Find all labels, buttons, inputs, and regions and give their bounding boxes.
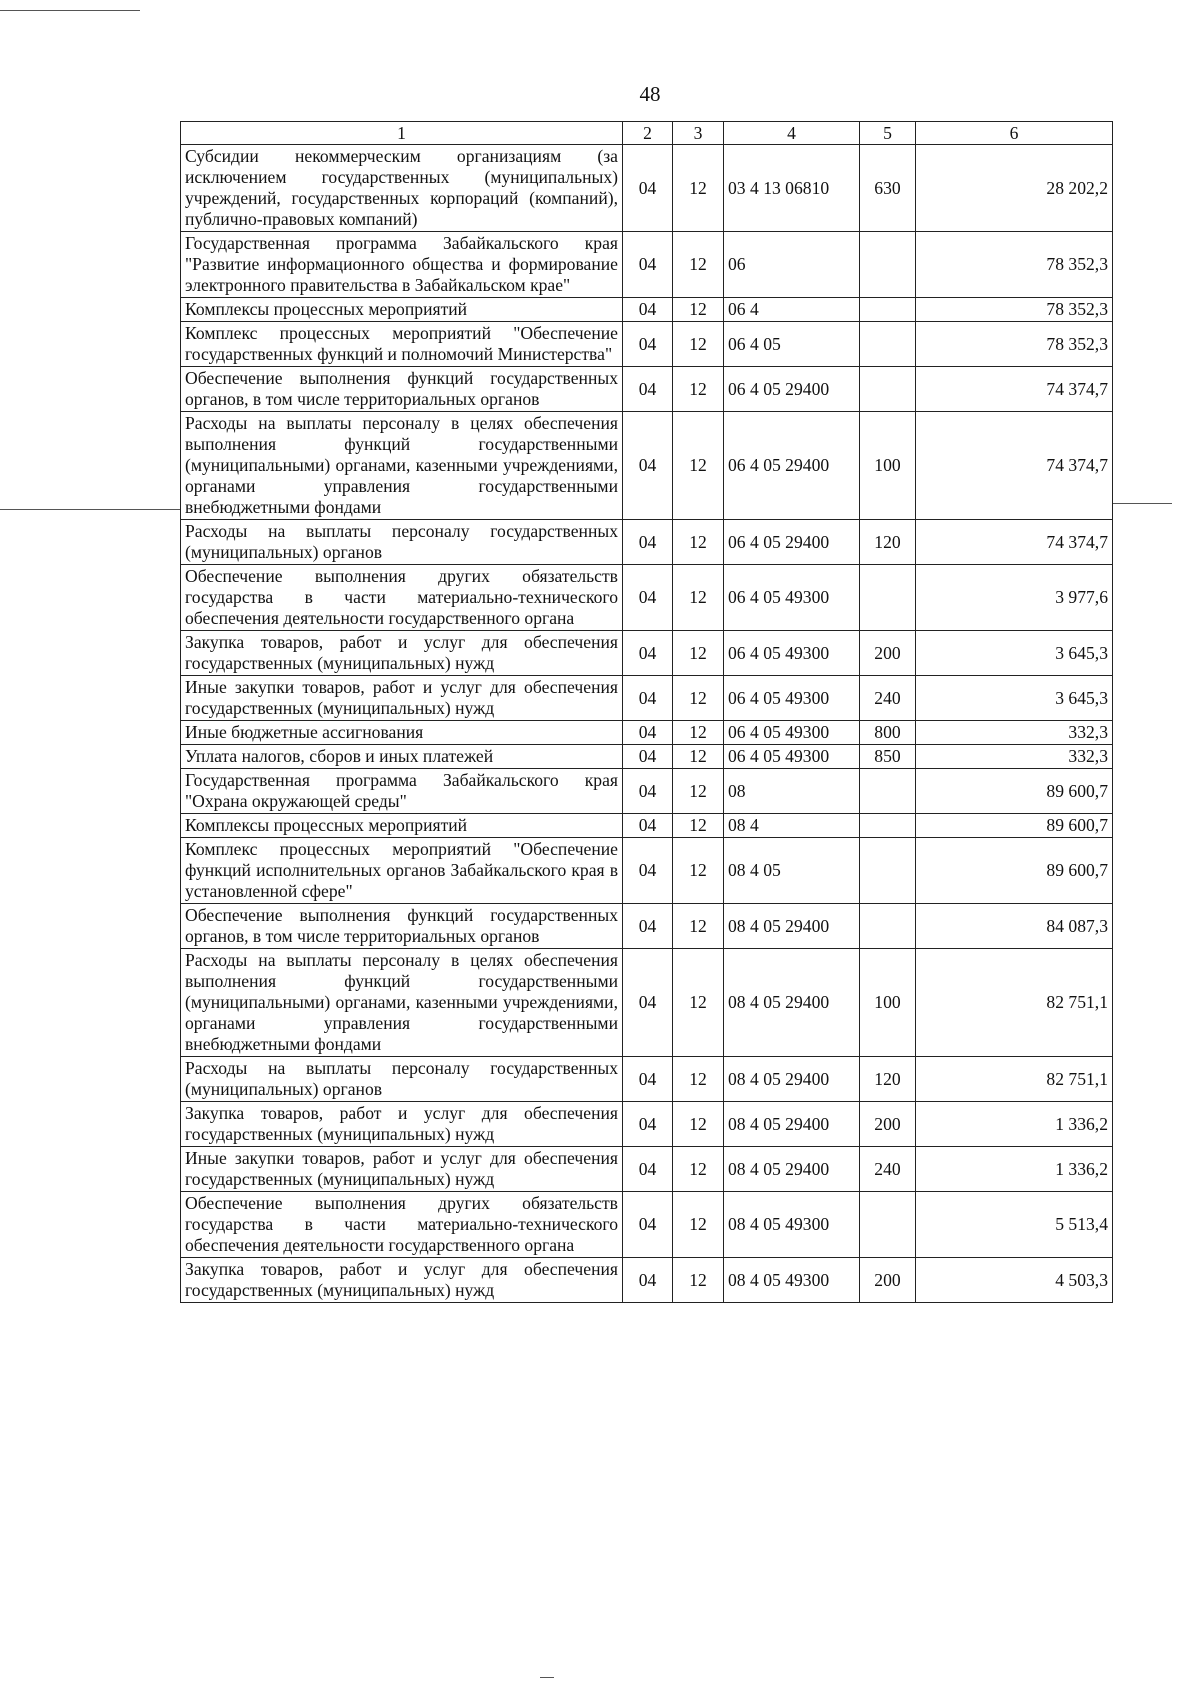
- subsection-code-cell: 12: [673, 1147, 724, 1192]
- row-name-cell: Комплекс процессных мероприятий "Обеспечение функций исполнительных органов Забайкальского края в установленной сфере": [181, 838, 623, 904]
- target-item-code-cell: 08 4 05 29400: [724, 1057, 860, 1102]
- target-item-code-cell: 06 4 05 49300: [724, 745, 860, 769]
- row-name-cell: Субсидии некоммерческим организациям (за исключением государственных (муниципальных) учреждений, государственных корпораций (компаний), публично-правовых компаний): [181, 145, 623, 232]
- row-name-cell: Обеспечение выполнения других обязательств государства в части материально-технического обеспечения деятельности государственного органа: [181, 1192, 623, 1258]
- amount-cell: 74 374,7: [916, 367, 1113, 412]
- target-item-code-cell: 06 4 05 29400: [724, 367, 860, 412]
- subsection-code-cell: 12: [673, 1192, 724, 1258]
- table-row: [181, 721, 1113, 745]
- section-code-cell: 04: [623, 721, 673, 745]
- page-number: 48: [639, 82, 661, 106]
- budget-table: [180, 121, 1113, 1303]
- expense-type-code-cell: 200: [860, 1102, 916, 1147]
- expense-type-code-cell: [860, 1192, 916, 1258]
- section-code-cell: 04: [623, 565, 673, 631]
- amount-cell: 78 352,3: [916, 298, 1113, 322]
- amount-cell: 3 645,3: [916, 631, 1113, 676]
- target-item-code-cell: 06 4 05 29400: [724, 520, 860, 565]
- amount-cell: 3 645,3: [916, 676, 1113, 721]
- section-code-cell: 04: [623, 145, 673, 232]
- section-code-cell: 04: [623, 1147, 673, 1192]
- subsection-code-cell: 12: [673, 145, 724, 232]
- table-body: [181, 122, 1113, 1303]
- subsection-code-cell: 12: [673, 565, 724, 631]
- row-name-cell: Государственная программа Забайкальского края "Развитие информационного общества и формирование электронного правительства в Забайкальском крае": [181, 232, 623, 298]
- table-row: [181, 1102, 1113, 1147]
- expense-type-code-cell: [860, 322, 916, 367]
- amount-cell: 82 751,1: [916, 949, 1113, 1057]
- amount-cell: 3 977,6: [916, 565, 1113, 631]
- expense-type-code-cell: 200: [860, 631, 916, 676]
- expense-type-code-cell: 240: [860, 676, 916, 721]
- subsection-code-cell: 12: [673, 520, 724, 565]
- section-code-cell: 04: [623, 322, 673, 367]
- section-code-cell: 04: [623, 412, 673, 520]
- target-item-code-cell: 06 4: [724, 298, 860, 322]
- expense-type-code-cell: 100: [860, 412, 916, 520]
- subsection-code-cell: 12: [673, 745, 724, 769]
- subsection-code-cell: 12: [673, 769, 724, 814]
- row-name-cell: Закупка товаров, работ и услуг для обеспечения государственных (муниципальных) нужд: [181, 1102, 623, 1147]
- header-col-1: 1: [181, 122, 623, 145]
- amount-cell: 1 336,2: [916, 1147, 1113, 1192]
- amount-cell: 5 513,4: [916, 1192, 1113, 1258]
- section-code-cell: 04: [623, 838, 673, 904]
- row-name-cell: Обеспечение выполнения других обязательств государства в части материально-технического обеспечения деятельности государственного органа: [181, 565, 623, 631]
- section-code-cell: 04: [623, 367, 673, 412]
- subsection-code-cell: 12: [673, 1258, 724, 1303]
- amount-cell: 89 600,7: [916, 769, 1113, 814]
- target-item-code-cell: 08 4 05 29400: [724, 1102, 860, 1147]
- target-item-code-cell: 06 4 05 29400: [724, 412, 860, 520]
- table-row: [181, 367, 1113, 412]
- section-code-cell: 04: [623, 814, 673, 838]
- subsection-code-cell: 12: [673, 232, 724, 298]
- target-item-code-cell: 08 4 05 49300: [724, 1192, 860, 1258]
- subsection-code-cell: 12: [673, 412, 724, 520]
- target-item-code-cell: 08 4: [724, 814, 860, 838]
- table-row: [181, 949, 1113, 1057]
- table-row: [181, 298, 1113, 322]
- subsection-code-cell: 12: [673, 676, 724, 721]
- table-row: [181, 676, 1113, 721]
- expense-type-code-cell: 630: [860, 145, 916, 232]
- row-name-cell: Расходы на выплаты персоналу государственных (муниципальных) органов: [181, 1057, 623, 1102]
- row-name-cell: Уплата налогов, сборов и иных платежей: [181, 745, 623, 769]
- row-name-cell: Расходы на выплаты персоналу в целях обеспечения выполнения функций государственными (муниципальными) органами, казенными учреждениями, органами управления государственными внебюджетными фондами: [181, 412, 623, 520]
- header-col-5: 5: [860, 122, 916, 145]
- target-item-code-cell: 03 4 13 06810: [724, 145, 860, 232]
- expense-type-code-cell: 120: [860, 1057, 916, 1102]
- table-row: [181, 520, 1113, 565]
- amount-cell: 1 336,2: [916, 1102, 1113, 1147]
- amount-cell: 84 087,3: [916, 904, 1113, 949]
- expense-type-code-cell: 120: [860, 520, 916, 565]
- header-col-3: 3: [673, 122, 724, 145]
- subsection-code-cell: 12: [673, 298, 724, 322]
- section-code-cell: 04: [623, 904, 673, 949]
- target-item-code-cell: 08 4 05 29400: [724, 904, 860, 949]
- expense-type-code-cell: 850: [860, 745, 916, 769]
- row-name-cell: Закупка товаров, работ и услуг для обеспечения государственных (муниципальных) нужд: [181, 1258, 623, 1303]
- expense-type-code-cell: 200: [860, 1258, 916, 1303]
- table-row: [181, 412, 1113, 520]
- subsection-code-cell: 12: [673, 721, 724, 745]
- header-col-4: 4: [724, 122, 860, 145]
- expense-type-code-cell: [860, 298, 916, 322]
- table-row: [181, 631, 1113, 676]
- section-code-cell: 04: [623, 676, 673, 721]
- section-code-cell: 04: [623, 1057, 673, 1102]
- expense-type-code-cell: 800: [860, 721, 916, 745]
- row-name-cell: Государственная программа Забайкальского края "Охрана окружающей среды": [181, 769, 623, 814]
- subsection-code-cell: 12: [673, 631, 724, 676]
- row-name-cell: Расходы на выплаты персоналу в целях обеспечения выполнения функций государственными (муниципальными) органами, казенными учреждениями, органами управления государственными внебюджетными фондами: [181, 949, 623, 1057]
- target-item-code-cell: 06 4 05: [724, 322, 860, 367]
- amount-cell: 89 600,7: [916, 838, 1113, 904]
- expense-type-code-cell: [860, 838, 916, 904]
- scan-artifact-line-right: [1112, 503, 1172, 504]
- table-row: [181, 769, 1113, 814]
- amount-cell: 78 352,3: [916, 322, 1113, 367]
- section-code-cell: 04: [623, 769, 673, 814]
- section-code-cell: 04: [623, 631, 673, 676]
- subsection-code-cell: 12: [673, 838, 724, 904]
- table-row: [181, 565, 1113, 631]
- table-row: [181, 1057, 1113, 1102]
- section-code-cell: 04: [623, 520, 673, 565]
- target-item-code-cell: 08: [724, 769, 860, 814]
- table-row: [181, 904, 1113, 949]
- expense-type-code-cell: 240: [860, 1147, 916, 1192]
- table-row: [181, 838, 1113, 904]
- subsection-code-cell: 12: [673, 1102, 724, 1147]
- scan-artifact-line-top: [0, 10, 140, 11]
- row-name-cell: Комплексы процессных мероприятий: [181, 298, 623, 322]
- target-item-code-cell: 08 4 05 49300: [724, 1258, 860, 1303]
- section-code-cell: 04: [623, 1258, 673, 1303]
- section-code-cell: 04: [623, 745, 673, 769]
- row-name-cell: Иные бюджетные ассигнования: [181, 721, 623, 745]
- scan-artifact-dash-bottom: [540, 1677, 554, 1678]
- target-item-code-cell: 06 4 05 49300: [724, 676, 860, 721]
- expense-type-code-cell: [860, 367, 916, 412]
- section-code-cell: 04: [623, 298, 673, 322]
- amount-cell: 74 374,7: [916, 520, 1113, 565]
- target-item-code-cell: 08 4 05 29400: [724, 1147, 860, 1192]
- section-code-cell: 04: [623, 1192, 673, 1258]
- target-item-code-cell: 06 4 05 49300: [724, 721, 860, 745]
- amount-cell: 4 503,3: [916, 1258, 1113, 1303]
- subsection-code-cell: 12: [673, 367, 724, 412]
- subsection-code-cell: 12: [673, 904, 724, 949]
- table-row: [181, 745, 1113, 769]
- amount-cell: 78 352,3: [916, 232, 1113, 298]
- table-row: [181, 145, 1113, 232]
- row-name-cell: Иные закупки товаров, работ и услуг для обеспечения государственных (муниципальных) нужд: [181, 1147, 623, 1192]
- target-item-code-cell: 08 4 05 29400: [724, 949, 860, 1057]
- row-name-cell: Обеспечение выполнения функций государственных органов, в том числе территориальных органов: [181, 904, 623, 949]
- target-item-code-cell: 08 4 05: [724, 838, 860, 904]
- section-code-cell: 04: [623, 232, 673, 298]
- header-col-2: 2: [623, 122, 673, 145]
- table-header-row: [181, 122, 1113, 145]
- expense-type-code-cell: [860, 769, 916, 814]
- target-item-code-cell: 06 4 05 49300: [724, 565, 860, 631]
- subsection-code-cell: 12: [673, 949, 724, 1057]
- row-name-cell: Закупка товаров, работ и услуг для обеспечения государственных (муниципальных) нужд: [181, 631, 623, 676]
- section-code-cell: 04: [623, 949, 673, 1057]
- expense-type-code-cell: [860, 814, 916, 838]
- row-name-cell: Расходы на выплаты персоналу государственных (муниципальных) органов: [181, 520, 623, 565]
- amount-cell: 89 600,7: [916, 814, 1113, 838]
- amount-cell: 74 374,7: [916, 412, 1113, 520]
- subsection-code-cell: 12: [673, 322, 724, 367]
- expense-type-code-cell: [860, 904, 916, 949]
- scan-artifact-line-left: [0, 509, 180, 510]
- target-item-code-cell: 06: [724, 232, 860, 298]
- row-name-cell: Комплекс процессных мероприятий "Обеспечение государственных функций и полномочий Министерства": [181, 322, 623, 367]
- section-code-cell: 04: [623, 1102, 673, 1147]
- table-row: [181, 814, 1113, 838]
- amount-cell: 332,3: [916, 745, 1113, 769]
- amount-cell: 332,3: [916, 721, 1113, 745]
- expense-type-code-cell: [860, 565, 916, 631]
- header-col-6: 6: [916, 122, 1113, 145]
- table-row: [181, 1258, 1113, 1303]
- subsection-code-cell: 12: [673, 814, 724, 838]
- target-item-code-cell: 06 4 05 49300: [724, 631, 860, 676]
- table-row: [181, 322, 1113, 367]
- amount-cell: 28 202,2: [916, 145, 1113, 232]
- row-name-cell: Комплексы процессных мероприятий: [181, 814, 623, 838]
- expense-type-code-cell: [860, 232, 916, 298]
- table-row: [181, 1147, 1113, 1192]
- expense-type-code-cell: 100: [860, 949, 916, 1057]
- amount-cell: 82 751,1: [916, 1057, 1113, 1102]
- table-row: [181, 232, 1113, 298]
- row-name-cell: Обеспечение выполнения функций государственных органов, в том числе территориальных органов: [181, 367, 623, 412]
- row-name-cell: Иные закупки товаров, работ и услуг для обеспечения государственных (муниципальных) нужд: [181, 676, 623, 721]
- table-row: [181, 1192, 1113, 1258]
- subsection-code-cell: 12: [673, 1057, 724, 1102]
